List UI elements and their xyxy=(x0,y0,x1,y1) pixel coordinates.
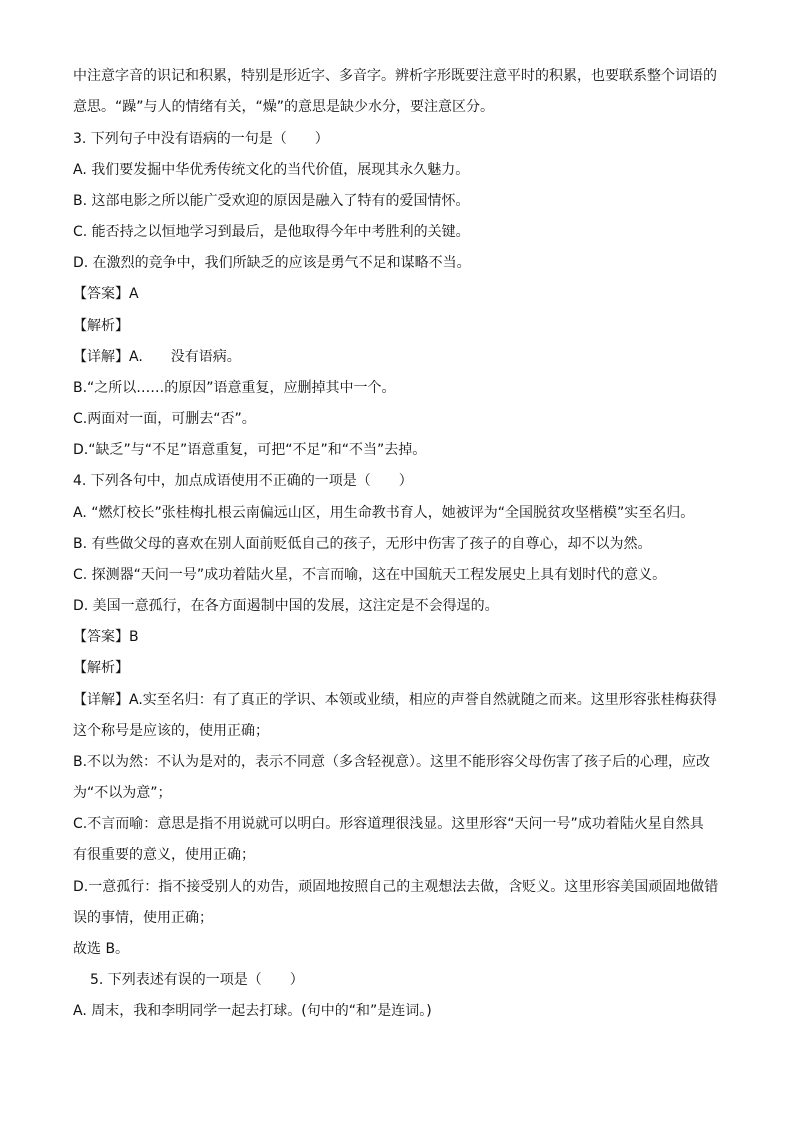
option-c: C. 能否持之以恒地学习到最后，是他取得今年中考胜利的关键。 xyxy=(73,224,470,240)
detail-line: D.“缺乏”与“不足”语意重复，可把“不足”和“不当”去掉。 xyxy=(73,442,427,458)
detail-line: 有很重要的意义，使用正确； xyxy=(73,847,255,863)
question-5-stem: 5. 下列表述有误的一项是（ ） xyxy=(90,972,304,988)
question-3-stem: 3. 下列句子中没有语病的一句是（ ） xyxy=(73,131,329,147)
question-4-stem: 4. 下列各句中，加点成语使用不正确的一项是（ ） xyxy=(73,473,413,489)
option-c: C. 探测器“天问一号”成功着陆火星，不言而喻，这在中国航天工程发展史上具有划时代的意义。 xyxy=(73,567,667,583)
option-b: B. 有些做父母的喜欢在别人面前贬低自己的孩子，无形中伤害了孩子的自尊心，却不以为然。 xyxy=(73,536,652,552)
detail-line: 误的事情，使用正确； xyxy=(73,910,213,926)
text-line: 意思。“躁”与人的情绪有关，“燥”的意思是缺少水分，要注意区分。 xyxy=(73,99,495,115)
analysis-label: 【解析】 xyxy=(73,660,129,676)
text-line: 中注意字音的识记和积累，特别是形近字、多音字。辨析字形既要注意平时的积累，也要联系整个词语的 xyxy=(73,68,717,84)
detail-line: 为“不以为意”； xyxy=(73,785,172,801)
conclusion-line: 故选 B。 xyxy=(73,941,130,957)
detail-line: B.“之所以……的原因”语意重复，应删掉其中一个。 xyxy=(73,380,396,396)
option-a: A. 周末，我和李明同学一起去打球。(句中的“和”是连词。) xyxy=(73,1003,432,1019)
detail-line: C.两面对一面，可删去“否”。 xyxy=(73,411,256,427)
detail-line: B.不以为然：不认为是对的，表示不同意（多含轻视意）。这里不能形容父母伤害了孩子后的心理，应改 xyxy=(73,754,711,770)
option-a: A. 我们要发掘中华优秀传统文化的当代价值，展现其永久魅力。 xyxy=(73,162,470,178)
detail-line: C.不言而喻：意思是指不用说就可以明白。形容道理很浅显。这里形容“天问一号”成功着陆火星自然具 xyxy=(73,816,704,832)
answer-label: 【答案】A xyxy=(73,286,139,302)
analysis-label: 【解析】 xyxy=(73,318,129,334)
detail-line: 【详解】A.实至名归：有了真正的学识、本领或业绩，相应的声誉自然就随之而来。这里形容张桂梅获得 xyxy=(73,692,717,708)
detail-line: D.一意孤行：指不接受别人的劝告，顽固地按照自己的主观想法去做，含贬义。这里形容美国顽固地做错 xyxy=(73,879,719,895)
option-a: A. “燃灯校长”张桂梅扎根云南偏远山区，用生命教书育人，她被评为“全国脱贫攻坚楷模”实至名归。 xyxy=(73,505,695,521)
detail-line: 这个称号是应该的，使用正确； xyxy=(73,723,269,739)
option-d: D. 美国一意孤行，在各方面遏制中国的发展，这注定是不会得逞的。 xyxy=(73,598,499,614)
answer-label: 【答案】B xyxy=(73,629,139,645)
option-b: B. 这部电影之所以能广受欢迎的原因是融入了特有的爱国情怀。 xyxy=(73,193,470,209)
option-d: D. 在激烈的竞争中，我们所缺乏的应该是勇气不足和谋略不当。 xyxy=(73,255,471,271)
detail-line: 【详解】A. 没有语病。 xyxy=(73,349,241,365)
